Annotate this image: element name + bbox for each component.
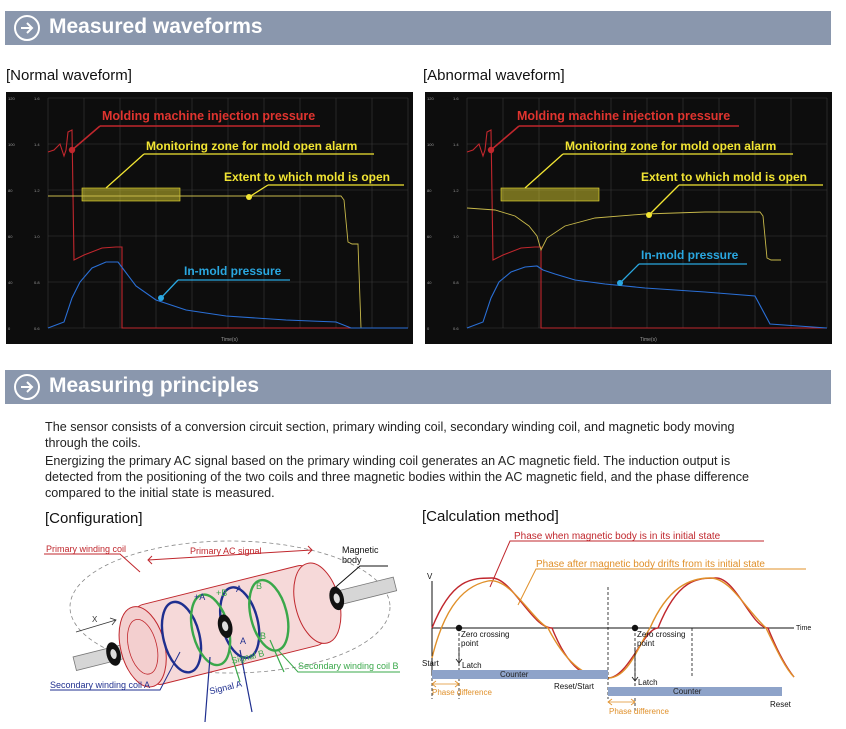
phase-diff-label-2: Phase difference — [609, 707, 669, 716]
inmold-annotation: In-mold pressure — [184, 264, 282, 278]
section-banner-waveforms — [5, 11, 831, 45]
primary-signal-label: Primary AC signal — [190, 546, 262, 556]
svg-text:0.8: 0.8 — [34, 280, 40, 285]
description-line: Energizing the primary AC signal based on the primary winding coil generates an AC magnetic field. The induction output is — [45, 454, 731, 468]
axis-x-label: X — [92, 615, 98, 624]
signal-b-label: Signal B — [230, 648, 266, 666]
phase-diff-arrow-2 — [608, 699, 635, 705]
svg-text:0: 0 — [8, 326, 11, 331]
injection-annotation: Molding machine injection pressure — [517, 109, 731, 123]
zero-crossing-label-1b: point — [461, 639, 479, 648]
extent-annotation: Extent to which mold is open — [224, 170, 391, 184]
svg-text:120: 120 — [8, 96, 15, 101]
extent-marker — [246, 194, 252, 200]
zone-annotation: Monitoring zone for mold open alarm — [565, 139, 777, 153]
svg-text:60: 60 — [8, 234, 13, 239]
svg-text:1.2: 1.2 — [34, 188, 40, 193]
svg-text:1.4: 1.4 — [34, 142, 40, 147]
svg-text:1.0: 1.0 — [34, 234, 40, 239]
calculation-diagram — [418, 527, 838, 722]
zero-crossing-label-1a: Zero crossing — [461, 630, 510, 639]
section-banner-principles — [5, 370, 831, 404]
svg-text:0.6: 0.6 — [453, 326, 459, 331]
reset-start-label: Reset/Start — [554, 682, 595, 691]
magnetic-body-label-1: Magnetic — [342, 545, 379, 555]
mark-a-lower: A — [240, 636, 247, 646]
svg-text:60: 60 — [427, 234, 432, 239]
v-axis-label: V — [427, 572, 433, 581]
description-line: compared to the initial state is measured. — [45, 486, 275, 500]
mark-plus-b: +B — [216, 588, 228, 598]
inmold-marker — [158, 295, 164, 301]
zero-crossing-label-2b: point — [637, 639, 655, 648]
normal-waveform-chart — [6, 92, 413, 344]
counter-label-1: Counter — [500, 670, 529, 679]
section-title: Measuring principles — [49, 374, 260, 397]
zone-leader — [106, 154, 144, 188]
tick-marks — [8, 96, 40, 331]
latch-label-1: Latch — [462, 661, 482, 670]
svg-text:1.2: 1.2 — [453, 188, 459, 193]
svg-text:1.6: 1.6 — [453, 96, 459, 101]
extent-marker — [646, 212, 652, 218]
arrow-right-icon — [14, 374, 40, 400]
svg-text:0.8: 0.8 — [453, 280, 459, 285]
drift-phase-label: Phase after magnetic body drifts from its initial state — [536, 559, 765, 570]
magnetic-body-label-2: body — [342, 555, 362, 565]
configuration-diagram — [40, 532, 420, 727]
drift-phase-leader — [518, 569, 806, 605]
svg-text:1.6: 1.6 — [34, 96, 40, 101]
monitoring-zone — [82, 188, 180, 201]
injection-annotation: Molding machine injection pressure — [102, 109, 316, 123]
inmold-leader — [620, 264, 639, 283]
svg-text:1.4: 1.4 — [453, 142, 459, 147]
start-label: Start — [422, 659, 439, 668]
extent-annotation: Extent to which mold is open — [641, 170, 808, 184]
svg-text:1.0: 1.0 — [453, 234, 459, 239]
phase-diff-arrow-1 — [432, 681, 459, 687]
zone-annotation: Monitoring zone for mold open alarm — [146, 139, 358, 153]
svg-text:0.6: 0.6 — [34, 326, 40, 331]
x-axis-label: Time(s) — [640, 337, 657, 343]
configuration-label: [Configuration] — [45, 510, 143, 527]
injection-leader — [491, 126, 519, 150]
reset-label: Reset — [770, 700, 791, 709]
description-line: The sensor consists of a conversion circuit section, primary winding coil, secondary winding coil, and magnetic body moving — [45, 420, 735, 434]
inmold-annotation: In-mold pressure — [641, 248, 739, 262]
counter-label-2: Counter — [673, 687, 702, 696]
svg-text:120: 120 — [427, 96, 434, 101]
chart-gridlines — [48, 98, 408, 328]
coil-a-label: Secondary winding coil A — [50, 680, 151, 690]
signal-a-label: Signal A — [208, 678, 243, 697]
svg-text:80: 80 — [427, 188, 432, 193]
svg-text:80: 80 — [8, 188, 13, 193]
injection-marker — [69, 147, 75, 153]
zone-leader — [525, 154, 563, 188]
mark-b: B — [256, 581, 263, 591]
section-title: Measured waveforms — [49, 15, 263, 38]
description-line: through the coils. — [45, 436, 141, 450]
mark-a: A — [236, 584, 243, 594]
normal-waveform-label: [Normal waveform] — [6, 67, 132, 84]
abnormal-waveform-label: [Abnormal waveform] — [423, 67, 565, 84]
tick-marks — [427, 96, 459, 331]
mark-plus-a: +A — [194, 592, 206, 602]
initial-phase-label: Phase when magnetic body is in its initial state — [514, 531, 721, 542]
extent-leader — [649, 185, 679, 215]
svg-text:40: 40 — [427, 280, 432, 285]
extent-leader — [249, 185, 268, 197]
inmold-marker — [617, 280, 623, 286]
svg-text:0: 0 — [427, 326, 430, 331]
abnormal-waveform-chart — [425, 92, 832, 344]
primary-coil-label: Primary winding coil — [46, 544, 127, 554]
description-line: detected from the positioning of the two coils and three magnetic bodies within the AC magnetic field, and the phase difference — [45, 470, 750, 484]
phase-diff-label-1: Phase difference — [432, 688, 492, 697]
calculation-label: [Calculation method] — [422, 508, 559, 525]
latch-label-2: Latch — [638, 678, 658, 687]
inmold-leader — [161, 280, 178, 298]
svg-text:40: 40 — [8, 280, 13, 285]
zero-crossing-label-2a: Zero crossing — [637, 630, 686, 639]
mark-b-lower: B — [260, 631, 267, 641]
injection-marker — [488, 147, 494, 153]
svg-text:100: 100 — [8, 142, 15, 147]
arrow-right-icon — [14, 15, 40, 41]
coil-b-label: Secondary winding coil B — [298, 661, 399, 671]
time-axis-label: Time — [796, 625, 812, 632]
x-axis-label: Time(s) — [221, 337, 238, 343]
injection-leader — [72, 126, 100, 150]
svg-text:100: 100 — [427, 142, 434, 147]
monitoring-zone — [501, 188, 599, 201]
